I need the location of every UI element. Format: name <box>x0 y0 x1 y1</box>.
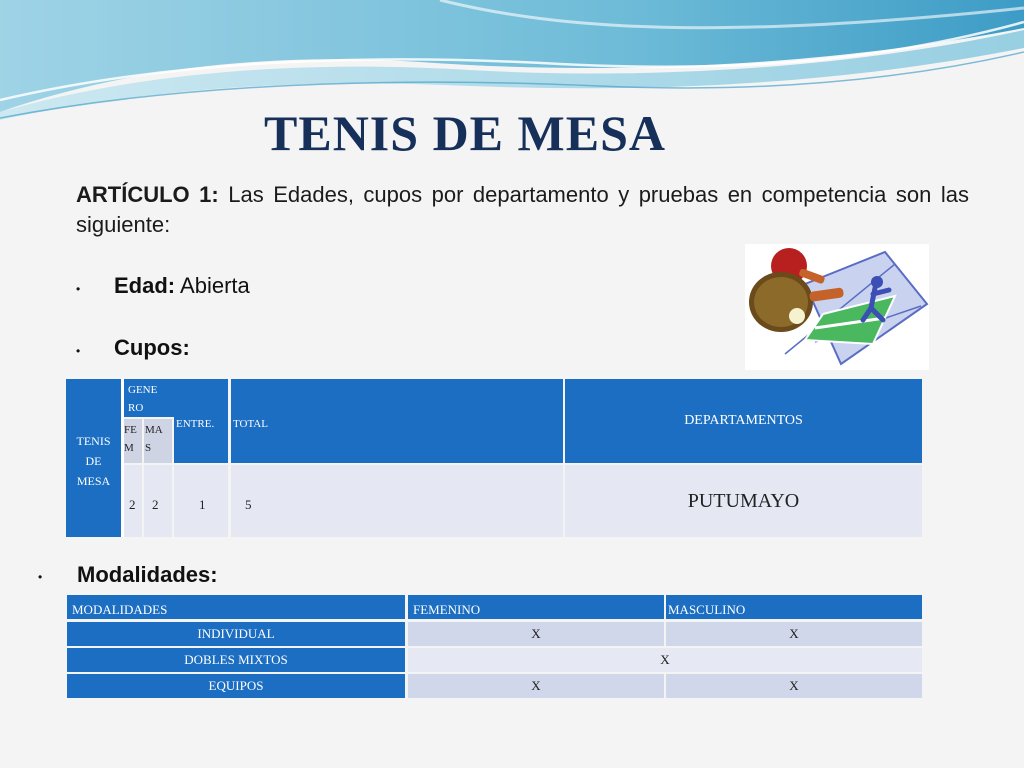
row-individual-femenino: X <box>408 622 664 646</box>
bullet-icon: • <box>38 570 43 584</box>
femenino-header: FEMENINO <box>408 595 664 619</box>
fem-line1: FE <box>124 424 137 436</box>
mas-value: 2 <box>152 497 159 512</box>
row-equipos-femenino: X <box>408 674 664 698</box>
mas-header <box>144 419 172 463</box>
genero-line2: RO <box>128 402 144 414</box>
cupos-label: Cupos: <box>114 335 190 360</box>
article-paragraph <box>76 180 969 240</box>
sport-line1: TENIS <box>76 434 111 448</box>
fem-header <box>124 419 142 463</box>
row-dobles-combined: X <box>408 648 922 672</box>
article-text: Las Edades, cupos por departamento y pruebas en competencia son las siguiente: <box>76 182 970 237</box>
sport-cell <box>66 379 121 537</box>
genero-line1: GENE <box>128 384 158 396</box>
fem-value-cell <box>124 465 142 537</box>
sport-line3: MESA <box>76 474 111 488</box>
article-label: ARTÍCULO 1: <box>76 182 219 207</box>
departamentos-header: DEPARTAMENTOS <box>565 379 922 463</box>
mas-line2: S <box>145 442 152 454</box>
fem-value: 2 <box>129 497 136 512</box>
mas-line1: MA <box>145 424 163 436</box>
bullet-cupos <box>114 335 190 361</box>
total-header: TOTAL <box>233 418 268 430</box>
ping-pong-icon <box>745 244 929 370</box>
edad-value: Abierta <box>180 273 250 298</box>
genero-header <box>124 379 174 417</box>
bullet-icon: • <box>76 344 81 358</box>
sport-line2: DE <box>85 454 102 468</box>
row-dobles-name: DOBLES MIXTOS <box>67 648 405 672</box>
total-value-cell <box>231 465 563 537</box>
bullet-modalidades <box>77 562 218 588</box>
entre-value-cell <box>174 465 228 537</box>
entre-header-cell <box>174 379 228 463</box>
modalidades-label: Modalidades: <box>77 562 218 587</box>
page-title: TENIS DE MESA <box>264 105 666 161</box>
masculino-header: MASCULINO <box>666 595 922 619</box>
entre-value: 1 <box>199 497 206 512</box>
fem-line2: M <box>124 442 134 454</box>
total-header-cell <box>231 379 563 463</box>
row-individual-masculino: X <box>666 622 922 646</box>
modalidades-header: MODALIDADES <box>67 595 405 619</box>
row-individual-name: INDIVIDUAL <box>67 622 405 646</box>
row-equipos-name: EQUIPOS <box>67 674 405 698</box>
mas-value-cell <box>144 465 172 537</box>
entre-header: ENTRE. <box>176 418 215 430</box>
departamento-value: PUTUMAYO <box>565 465 922 537</box>
row-equipos-masculino: X <box>666 674 922 698</box>
bullet-icon: • <box>76 282 81 296</box>
total-value: 5 <box>245 497 252 512</box>
edad-label: Edad: <box>114 273 176 298</box>
bullet-edad <box>114 273 250 299</box>
